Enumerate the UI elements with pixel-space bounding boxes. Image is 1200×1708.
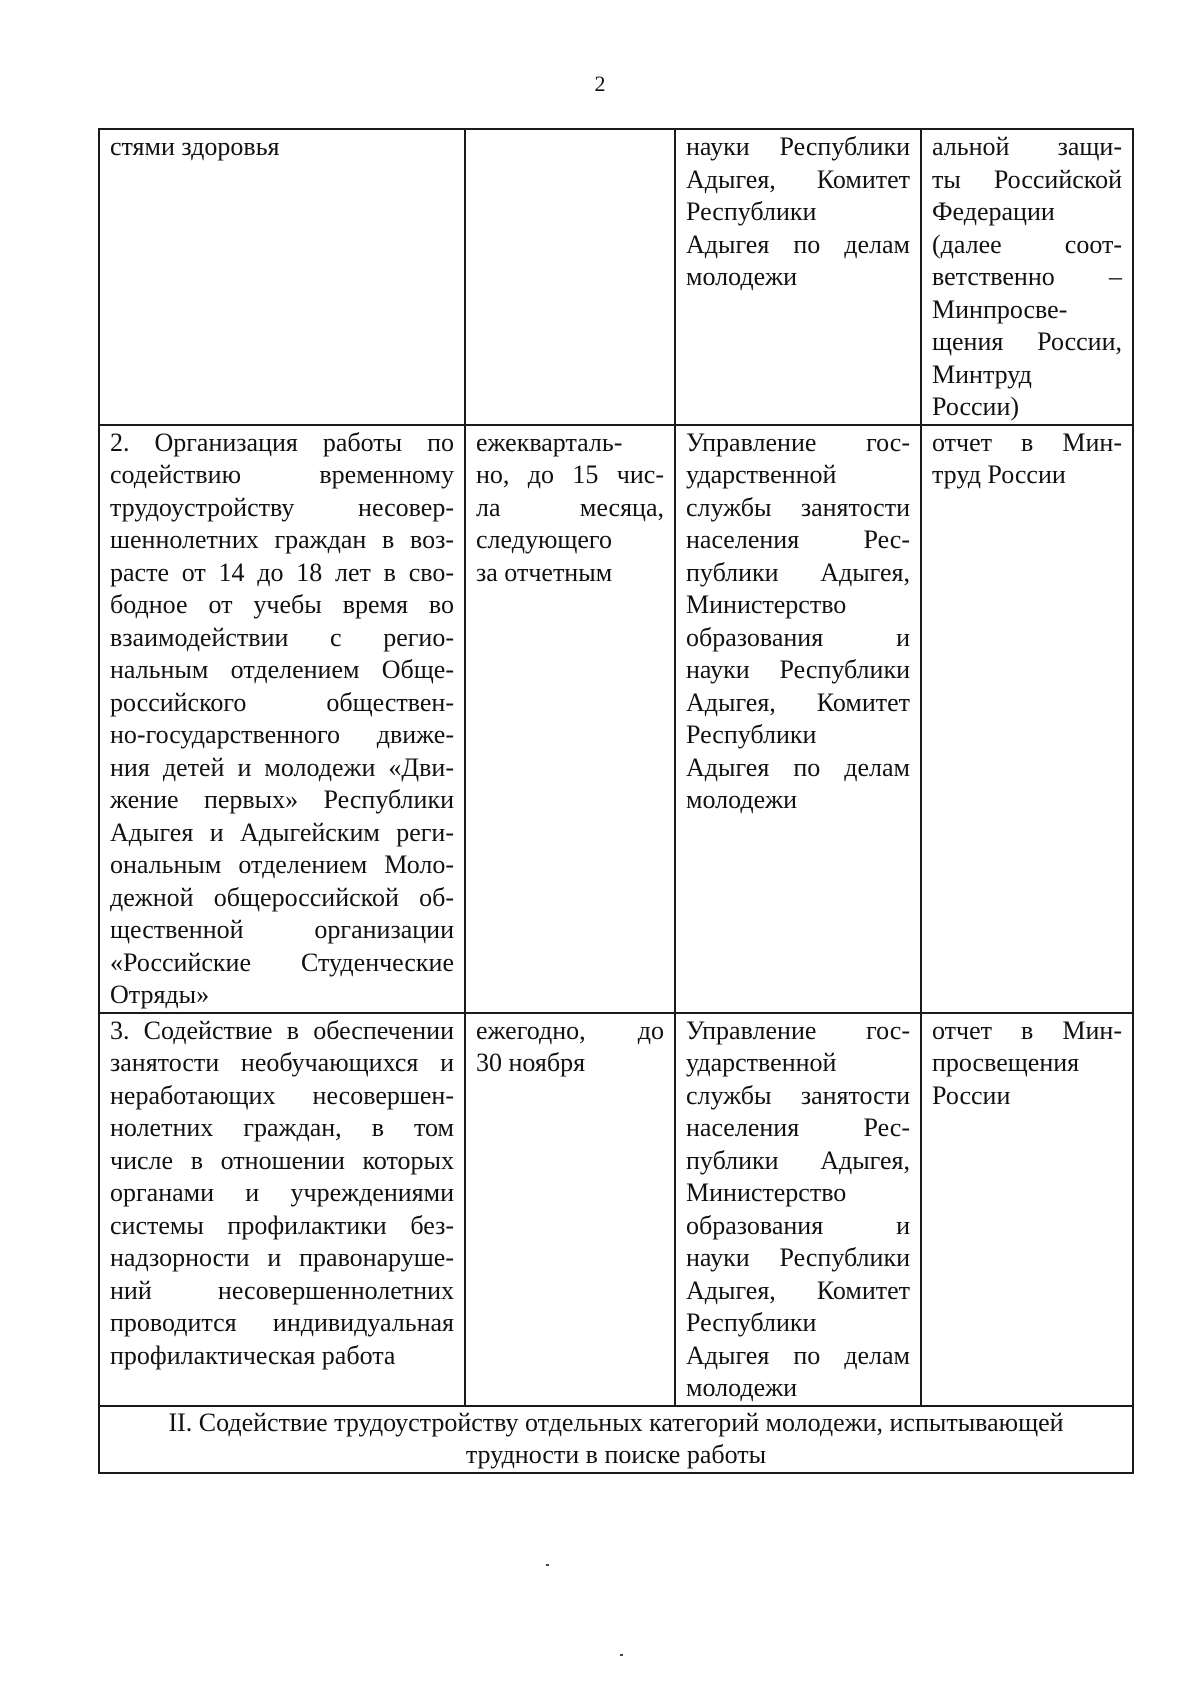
- cell-line: Адыгея по делам: [686, 229, 910, 259]
- cell-line: российского обществен-: [110, 687, 454, 717]
- measure-cell: [99, 425, 465, 1013]
- cell-line: отчет в Мин-: [932, 427, 1122, 457]
- cell-line: ла месяца,: [476, 492, 664, 522]
- cell-line: 3. Содействие в обеспечении: [110, 1015, 454, 1045]
- cell-line: (далее соот-: [932, 229, 1122, 259]
- cell-line: 30 ноября: [476, 1048, 586, 1077]
- cell-line: ты Российской: [932, 164, 1122, 194]
- cell-line: Республики: [686, 720, 817, 749]
- cell-line: Адыгея и Адыгейским реги-: [110, 817, 454, 847]
- cell-line: за отчетным: [476, 557, 613, 587]
- cell-line: взаимодействии с регио-: [110, 622, 454, 652]
- cell-line: щения России,: [932, 327, 1122, 356]
- cell-line: Адыгея, Комитет: [686, 687, 910, 717]
- deadline-cell: [465, 129, 675, 425]
- cell-line: жение первых» Республики: [110, 785, 454, 814]
- cell-line: публики Адыгея,: [686, 1145, 910, 1175]
- cell-line: содействию временному: [110, 460, 454, 489]
- table-row: [99, 425, 1133, 1013]
- cell-line: ний несовершеннолетних: [110, 1275, 454, 1305]
- cell-line: Минпросве-: [932, 294, 1068, 324]
- cell-line: молодежи: [686, 1373, 797, 1402]
- cell-line: Адыгея, Комитет: [686, 164, 910, 194]
- cell-line: альной защи-: [932, 132, 1122, 161]
- cell-line: бодное от учебы время во: [110, 590, 454, 619]
- page-number: 2: [594, 71, 606, 96]
- cell-line: Адыгея по делам: [686, 752, 910, 782]
- cell-line: Республики: [686, 197, 817, 226]
- cell-line: просвещения: [932, 1048, 1080, 1077]
- cell-line: труд России: [932, 460, 1066, 489]
- cell-line: нолетних граждан, в том: [110, 1113, 454, 1142]
- cell-line: Управление гос-: [686, 427, 910, 457]
- deadline-cell: [465, 1013, 675, 1406]
- cell-line: науки Республики: [686, 655, 910, 684]
- plan-table: [98, 128, 1134, 1474]
- cell-line: 2. Организация работы по: [110, 427, 454, 457]
- table-row: [99, 129, 1133, 425]
- cell-line: стями здоровья: [110, 132, 280, 161]
- cell-line: службы занятости: [686, 492, 910, 522]
- cell-line: профилактическая работа: [110, 1340, 396, 1370]
- table-row: [99, 1013, 1133, 1406]
- cell-line: Управление гос-: [686, 1015, 910, 1045]
- deadline-cell: [465, 425, 675, 1013]
- cell-line: Республики: [686, 1308, 817, 1337]
- cell-line: молодежи: [686, 785, 797, 814]
- cell-line: образования и: [686, 622, 910, 652]
- executor-cell: [675, 1013, 921, 1406]
- cell-line: науки Республики: [686, 1243, 910, 1272]
- cell-line: системы профилактики без-: [110, 1210, 454, 1240]
- cell-line: ональным отделением Моло-: [110, 850, 454, 879]
- cell-line: науки Республики: [686, 132, 910, 161]
- cell-line: Минтруд: [932, 359, 1032, 389]
- cell-line: Отряды»: [110, 980, 210, 1009]
- cell-line: ежекварталь-: [476, 427, 623, 457]
- table-row: [99, 1406, 1133, 1473]
- measure-cell: [99, 129, 465, 425]
- cell-line: ветственно –: [932, 262, 1122, 291]
- cell-line: Федерации: [932, 197, 1055, 226]
- section-heading: [99, 1406, 1133, 1473]
- executor-cell: [675, 129, 921, 425]
- cell-line: но-государственного движе-: [110, 720, 454, 749]
- executor-cell: [675, 425, 921, 1013]
- section-heading-line: II. Содействие трудоустройству отдельных категорий молодежи, испытывающей: [168, 1407, 1064, 1437]
- cell-line: ния детей и молодежи «Дви-: [110, 752, 454, 782]
- scan-speck: [546, 1564, 549, 1566]
- cell-line: но, до 15 чис-: [476, 460, 664, 489]
- cell-line: Министерство: [686, 590, 847, 619]
- cell-line: неработающих несовершен-: [110, 1080, 454, 1110]
- scan-speck: [620, 1654, 623, 1656]
- cell-line: расте от 14 до 18 лет в сво-: [110, 557, 454, 587]
- result-cell: [921, 425, 1133, 1013]
- cell-line: шеннолетних граждан в воз-: [110, 525, 454, 554]
- cell-line: дежной общероссийской об-: [110, 882, 454, 912]
- cell-line: ударственной: [686, 1048, 837, 1077]
- cell-line: проводится индивидуальная: [110, 1308, 454, 1337]
- cell-line: следующего: [476, 525, 612, 554]
- cell-line: надзорности и правонаруше-: [110, 1243, 454, 1272]
- cell-line: Адыгея по делам: [686, 1340, 910, 1370]
- cell-line: ударственной: [686, 460, 837, 489]
- cell-line: ежегодно, до: [476, 1015, 664, 1045]
- cell-line: «Российские Студенческие: [110, 947, 454, 977]
- cell-line: органами и учреждениями: [110, 1178, 454, 1207]
- cell-line: населения Рес-: [686, 1113, 910, 1142]
- cell-line: отчет в Мин-: [932, 1015, 1122, 1045]
- cell-line: щественной организации: [110, 915, 454, 944]
- cell-line: России: [932, 1080, 1011, 1110]
- cell-line: трудоустройству несовер-: [110, 492, 454, 522]
- section-heading-line: трудности в поиске работы: [465, 1440, 767, 1469]
- cell-line: Адыгея, Комитет: [686, 1275, 910, 1305]
- cell-line: населения Рес-: [686, 525, 910, 554]
- result-cell: [921, 1013, 1133, 1406]
- measure-cell: [99, 1013, 465, 1406]
- cell-line: занятости необучающихся и: [110, 1048, 454, 1077]
- cell-line: числе в отношении которых: [110, 1145, 454, 1175]
- cell-line: молодежи: [686, 262, 797, 291]
- result-cell: [921, 129, 1133, 425]
- cell-line: Министерство: [686, 1178, 847, 1207]
- cell-line: службы занятости: [686, 1080, 910, 1110]
- cell-line: образования и: [686, 1210, 910, 1240]
- cell-line: публики Адыгея,: [686, 557, 910, 587]
- cell-line: России): [932, 392, 1020, 421]
- cell-line: нальным отделением Обще-: [110, 655, 454, 684]
